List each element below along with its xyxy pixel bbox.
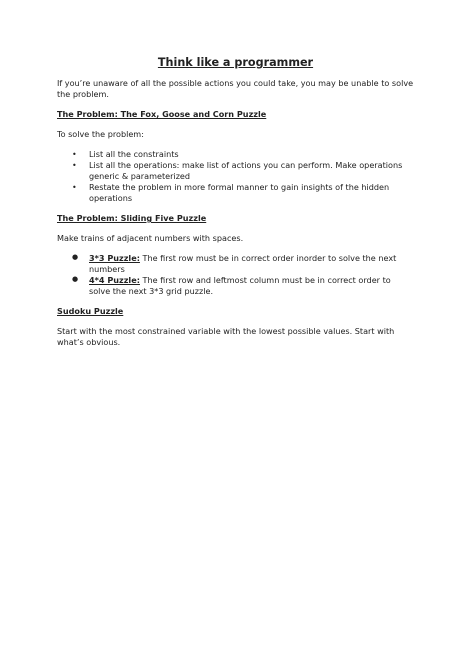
puzzle-list <box>57 253 414 297</box>
section-heading-fox-goose-corn: The Problem: The Fox, Goose and Corn Puzzle <box>57 109 267 119</box>
section-heading-sliding-five: The Problem: Sliding Five Puzzle <box>57 213 207 223</box>
constraints-list <box>57 149 414 204</box>
section-heading-sudoku: Sudoku Puzzle <box>57 306 124 316</box>
puzzle-lead-4x4: 4*4 Puzzle: <box>89 275 140 285</box>
section-text-to-solve: To solve the problem: <box>57 129 144 139</box>
list-item: • List all the operations: make list of actions you can perform. Make operations generic & parameterized <box>89 160 414 182</box>
puzzle-text-3x3: The first row must be in correct order inorder to solve the next numbers <box>89 253 397 274</box>
section-text-trains: Make trains of adjacent numbers with spaces. <box>57 233 244 243</box>
list-item: • Restate the problem in more formal manner to gain insights of the hidden operations <box>89 182 414 204</box>
puzzle-lead-3x3: 3*3 Puzzle: <box>89 253 140 263</box>
intro-paragraph: If you’re unaware of all the possible actions you could take, you may be unable to solve the problem. <box>57 78 414 99</box>
list-item <box>89 253 414 275</box>
section-text-sudoku: Start with the most constrained variable with the lowest possible values. Start with what’s obvious. <box>57 326 395 347</box>
puzzle-text-4x4: The first row and leftmost column must be in correct order to solve the next 3*3 grid puzzle. <box>89 275 391 296</box>
list-item <box>89 275 414 297</box>
document-title: Think like a programmer <box>157 56 314 69</box>
list-item: • List all the constraints <box>89 149 414 160</box>
